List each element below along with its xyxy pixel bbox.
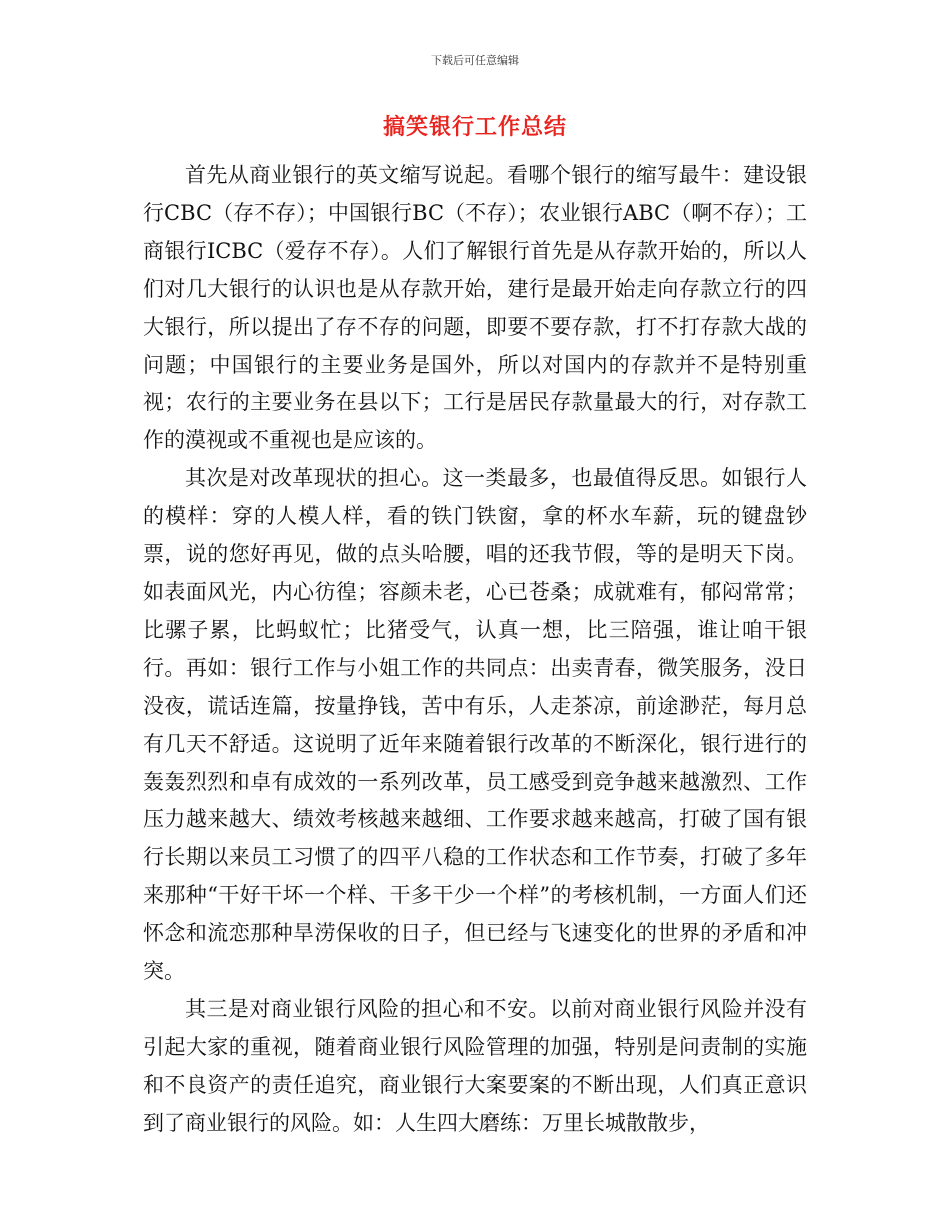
header-note: 下载后可任意编辑	[431, 54, 519, 67]
document-body	[143, 157, 807, 1143]
paragraph-2: 其次是对改革现状的担心。这一类最多，也最值得反思。如银行人的模样：穿的人模人样，看的铁门铁窗，拿的杯水车薪，玩的键盘钞票，说的您好再见，做的点头哈腰，唱的还我节假，等的是明天下岗。如表面风光，内心彷徨；容颜未老，心已苍桑；成就难有，郁闷常常；比骡子累，比蚂蚁忙；比猪受气，认真一想，比三陪强，谁让咱干银行。再如：银行工作与小姐工作的共同点：出卖青春，微笑服务，没日没夜，谎话连篇，按量挣钱，苦中有乐，人走茶凉，前途渺茫，每月总有几天不舒适。这说明了近年来随着银行改革的不断深化，银行进行的轰轰烈烈和卓有成效的一系列改革，员工感受到竞争越来越激烈、工作压力越来越大、绩效考核越来越细、工作要求越来越高，打破了国有银行长期以来员工习惯了的四平八稳的工作状态和工作节奏，打破了多年来那种“干好干坏一个样、干多干少一个样”的考核机制，一方面人们还怀念和流恋那种旱涝保收的日子，但已经与飞速变化的世界的矛盾和冲突。	[143, 466, 807, 984]
paragraph-3: 其三是对商业银行风险的担心和不安。以前对商业银行风险并没有引起大家的重视，随着商业银行风险管理的加强，特别是问责制的实施和不良资产的责任追究，商业银行大案要案的不断出现，人们真正意识到了商业银行的风险。如：人生四大磨练：万里长城散散步，	[143, 996, 807, 1135]
paragraph-1: 首先从商业银行的英文缩写说起。看哪个银行的缩写最牛：建设银行CBC（存不存）；中国银行BC（不存）；农业银行ABC（啊不存）；工商银行ICBC（爱存不存）。人们了解银行首先是从存款开始的，所以人们对几大银行的认识也是从存款开始，建行是最开始走向存款立行的四大银行，所以提出了存不存的问题，即要不要存款，打不打存款大战的问题；中国银行的主要业务是国外，所以对国内的存款并不是特别重视；农行的主要业务在县以下；工行是居民存款量最大的行，对存款工作的漠视或不重视也是应该的。	[143, 163, 807, 453]
document-title: 搞笑银行工作总结	[382, 115, 567, 140]
